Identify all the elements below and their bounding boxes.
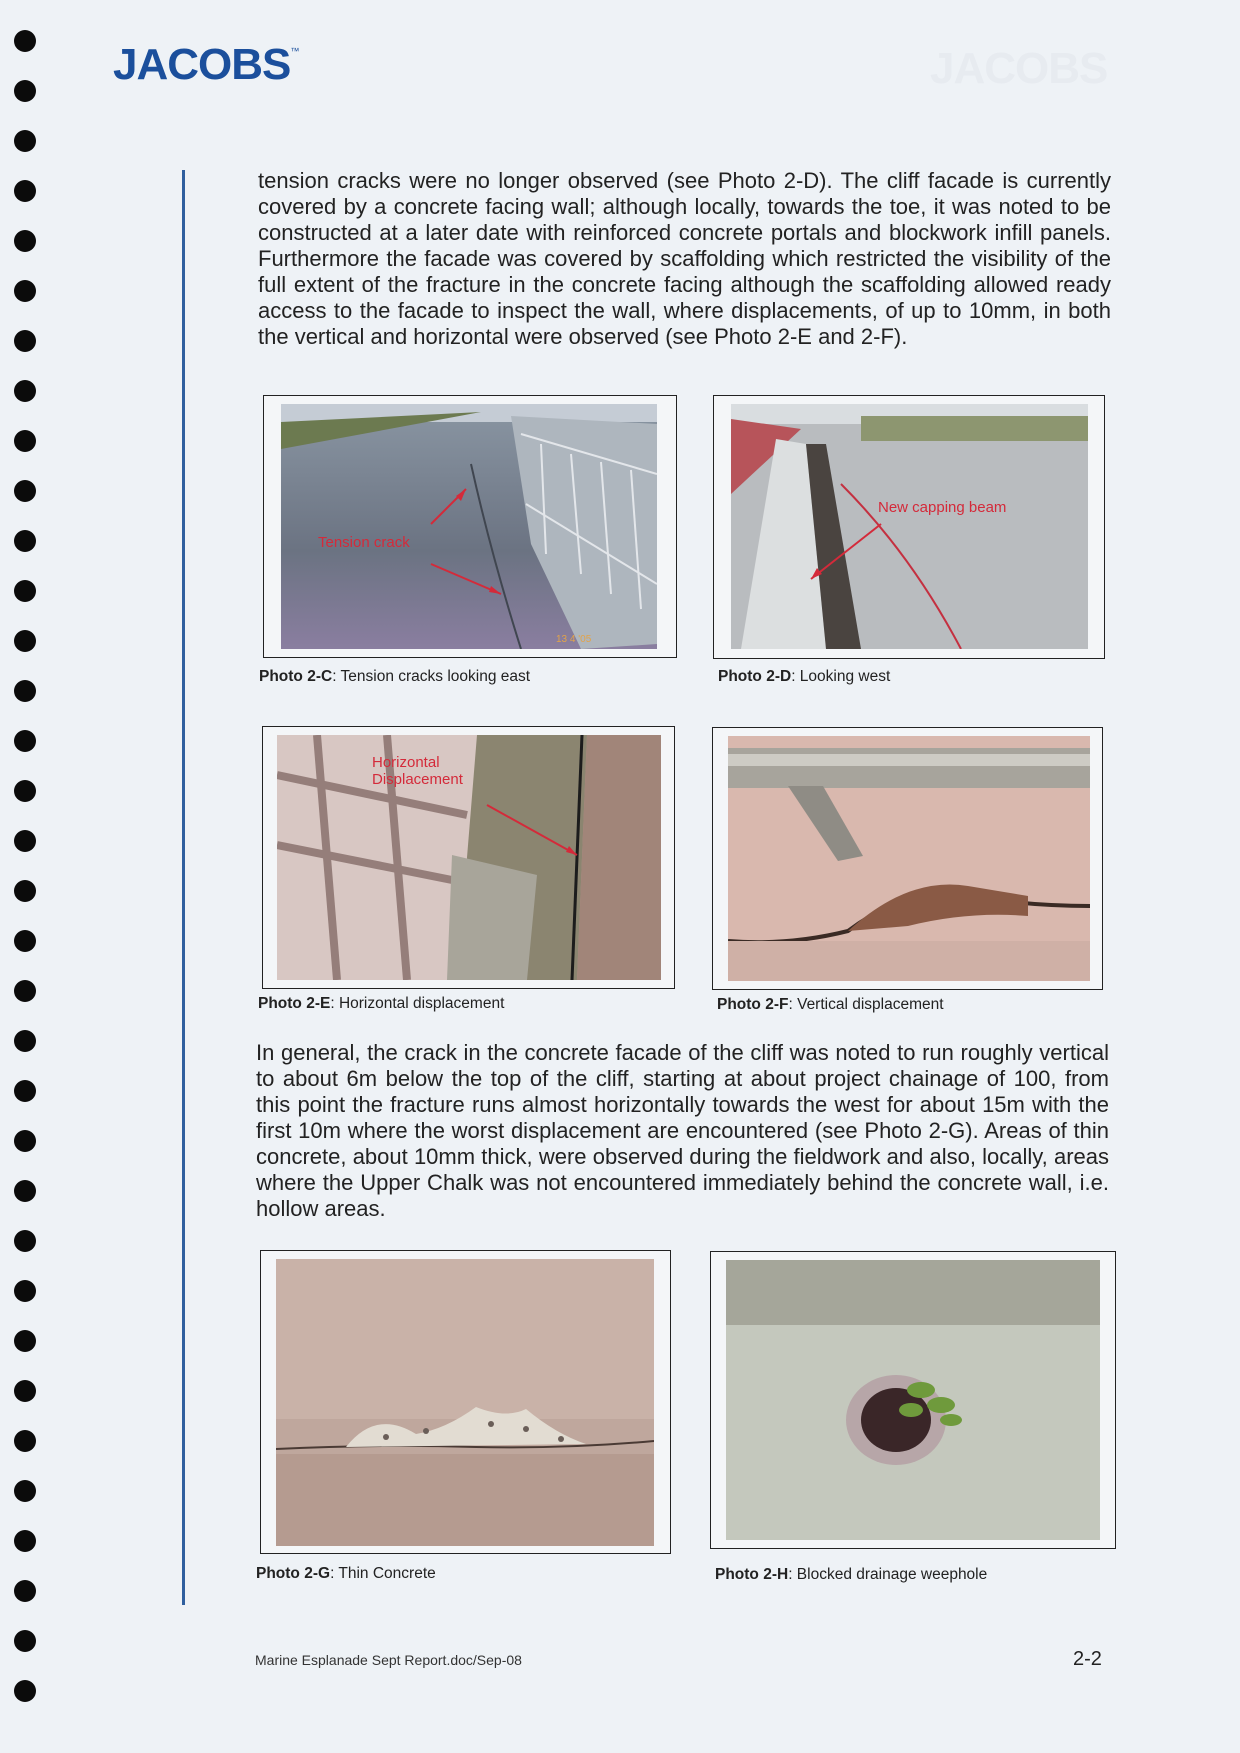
binding-hole	[14, 1680, 36, 1702]
photo-2d-annotation: New capping beam	[878, 499, 1007, 516]
binding-hole	[14, 130, 36, 152]
company-logo: JACOBS™	[113, 40, 299, 89]
binding-hole	[14, 430, 36, 452]
photo-frame-2e	[262, 726, 675, 989]
photo-2g-image	[276, 1259, 654, 1546]
caption-2f: Photo 2-F: Vertical displacement	[717, 996, 944, 1013]
binding-hole	[14, 1130, 36, 1152]
photo-2c-annotation: Tension crack	[318, 534, 410, 551]
binding-hole	[14, 680, 36, 702]
caption-2g: Photo 2-G: Thin Concrete	[256, 1565, 436, 1582]
binding-hole	[14, 30, 36, 52]
paragraph-1: tension cracks were no longer observed (see Photo 2-D). The cliff facade is currently covered by a concrete facing wall; although locally, towards the toe, it was noted to be constructed at a later date with reinforced concrete portals and blockwork infill panels. Furthermore the facade was covered by scaffolding which restricted the visibility of the full extent of the fracture in the concrete facing although the scaffolding allowed ready access to the facade to inspect the wall, where displacements, of up to 10mm, in both the vertical and horizontal were observed (see Photo 2-E and 2-F).	[258, 168, 1111, 349]
binding-hole	[14, 930, 36, 952]
binding-hole	[14, 230, 36, 252]
binding-hole	[14, 1380, 36, 1402]
photo-frame-2h	[710, 1251, 1116, 1549]
binding-hole	[14, 1230, 36, 1252]
photo-2e-annotation: Horizontal Displacement	[372, 754, 463, 788]
bleed-through-logo: JACOBS	[930, 44, 1108, 93]
page-number: 2-2	[1073, 1648, 1102, 1670]
binding-hole	[14, 330, 36, 352]
binding-hole	[14, 80, 36, 102]
binding-holes	[14, 30, 38, 1730]
paragraph-2: In general, the crack in the concrete facade of the cliff was noted to run roughly vertical to about 6m below the top of the cliff, starting at about project chainage of 100, from this point the fracture runs almost horizontally towards the west for about 15m with the first 10m where the worst displacement are encountered (see Photo 2-G). Areas of thin concrete, about 10mm thick, were observed during the fieldwork and also, locally, areas where the Upper Chalk was not encountered immediately behind the concrete wall, i.e. hollow areas.	[256, 1040, 1109, 1221]
binding-hole	[14, 1530, 36, 1552]
binding-hole	[14, 1480, 36, 1502]
photo-frame-2g	[260, 1250, 671, 1554]
margin-rule	[182, 170, 185, 1605]
photo-frame-2c	[263, 395, 677, 658]
binding-hole	[14, 180, 36, 202]
binding-hole	[14, 480, 36, 502]
caption-2c: Photo 2-C: Tension cracks looking east	[259, 668, 531, 685]
binding-hole	[14, 280, 36, 302]
binding-hole	[14, 830, 36, 852]
photo-2e-image	[277, 735, 661, 980]
caption-2d: Photo 2-D: Looking west	[718, 668, 891, 685]
photo-frame-2d	[713, 395, 1105, 659]
binding-hole	[14, 630, 36, 652]
photo-2h-image	[726, 1260, 1100, 1540]
binding-hole	[14, 880, 36, 902]
binding-hole	[14, 1280, 36, 1302]
caption-2e: Photo 2-E: Horizontal displacement	[258, 995, 505, 1012]
binding-hole	[14, 380, 36, 402]
binding-hole	[14, 1330, 36, 1352]
photo-2f-image	[728, 736, 1090, 981]
photo-2c-datestamp: 13 4 '05	[556, 634, 592, 645]
binding-hole	[14, 1630, 36, 1652]
binding-hole	[14, 1080, 36, 1102]
binding-hole	[14, 1580, 36, 1602]
binding-hole	[14, 730, 36, 752]
binding-hole	[14, 980, 36, 1002]
binding-hole	[14, 1430, 36, 1452]
binding-hole	[14, 530, 36, 552]
binding-hole	[14, 580, 36, 602]
binding-hole	[14, 780, 36, 802]
binding-hole	[14, 1030, 36, 1052]
photo-frame-2f	[712, 727, 1103, 990]
caption-2h: Photo 2-H: Blocked drainage weephole	[715, 1566, 988, 1583]
footer-document-name: Marine Esplanade Sept Report.doc/Sep-08	[255, 1652, 522, 1668]
photo-2c-image	[281, 404, 657, 649]
photo-2d-image	[731, 404, 1088, 649]
binding-hole	[14, 1180, 36, 1202]
